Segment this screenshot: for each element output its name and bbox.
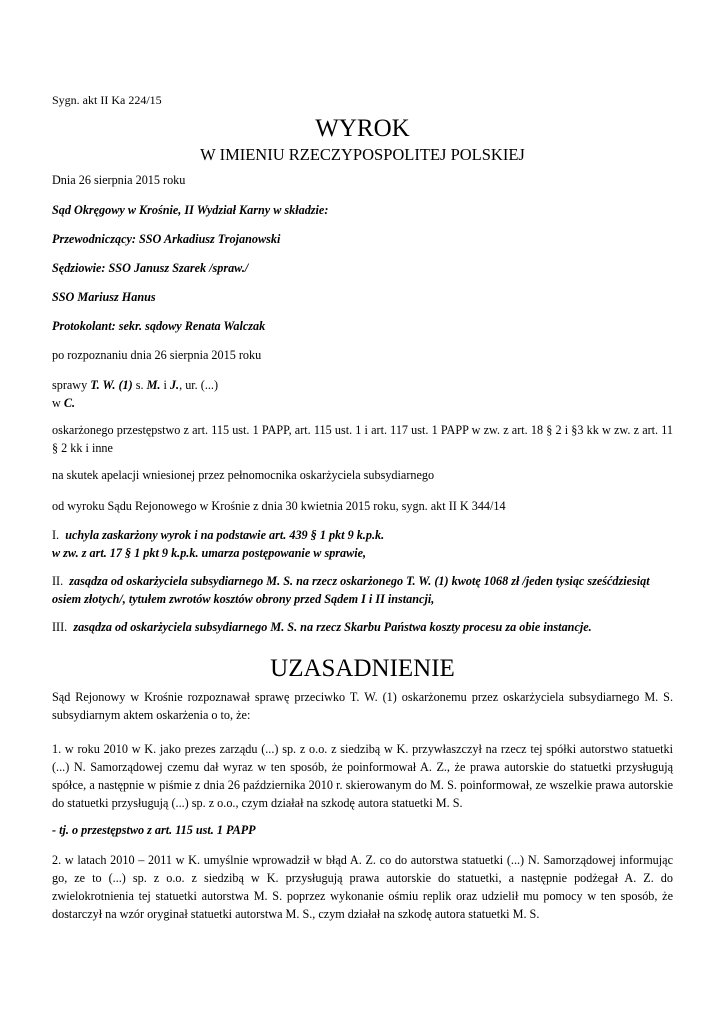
appeal-info: na skutek apelacji wniesionej przez pełnomocnika oskarżyciela subsydiarnego (52, 468, 435, 482)
appealed-judgment: od wyroku Sądu Rejonowego w Krośnie z dnia 30 kwietnia 2015 roku, sygn. akt II K 344/14 (52, 499, 506, 513)
document-subtitle: W IMIENIU RZECZYPOSPOLITEJ POLSKIEJ (200, 145, 525, 164)
ruling-3: III. zasądza od oskarżyciela subsydiarnego M. S. na rzecz Skarbu Państwa koszty procesu za obie instancje. (52, 620, 592, 634)
reasons-heading: UZASADNIENIE (270, 655, 455, 682)
judges: Sędziowie: SSO Janusz Szarek /spraw./ (52, 261, 249, 275)
court-composition: Sąd Okręgowy w Krośnie, II Wydział Karny w składzie: (52, 203, 329, 217)
reasons-point-1: 1. w roku 2010 w K. jako prezes zarządu (...) sp. z o.o. z siedzibą w K. przywłaszczył na rzecz tej spółki autorstwo statuetki (...) N. Samorządowej czemu dał wyraz w ten sposób, że poinformował A. Z., że prawa autorskie do statuetki przysługują spółce, a następnie w piśmie z dnia 26 października 2010 r. skierowanym do M. S. poinformował, ze wszelkie prawa autorskie do statuetki przysługują (...) sp. z o.o., czym działał na szkodę autora statuetki M. S. (52, 742, 673, 810)
charges: oskarżonego przestępstwo z art. 115 ust. 1 PAPP, art. 115 ust. 1 i art. 117 ust. 1 PAPP w zw. z art. 18 § 2 i §3 kk w zw. z art. 11 § 2 kk i inne (52, 423, 673, 455)
case-signature: Sygn. akt II Ka 224/15 (52, 93, 162, 107)
date-line: Dnia 26 sierpnia 2015 roku (52, 173, 186, 187)
reasons-point-2: 2. w latach 2010 – 2011 w K. umyślnie wprowadził w błąd A. Z. co do autorstwa statuetki (...) N. Samorządowej informując go, ze to (...) sp. z o.o. z siedzibą w K. przysługują prawa autorskie do statuetki, a następnie podżegał A. Z. do zwielokrotnienia tej statuetki autorstwa M. S. poprzez wykonanie ośmiu replik oraz udzielił mu pomocy w ten sposób, że dostarczył na wzór oryginał statuetki autorstwa M. S., czym działał na szkodę autora statuetki M. S. (52, 853, 673, 921)
ruling-1: I. uchyla zaskarżony wyrok i na podstawie art. 439 § 1 pkt 9 k.p.k. w zw. z art. 17 § 1 pkt 9 k.p.k. umarza postępowanie w sprawie, (52, 528, 385, 560)
presiding-judge: Przewodniczący: SSO Arkadiusz Trojanowski (52, 232, 281, 246)
legal-qualification-1: - tj. o przestępstwo z art. 115 ust. 1 PAPP (52, 823, 256, 837)
judge-second: SSO Mariusz Hanus (52, 290, 156, 304)
document-title: WYROK (315, 115, 410, 142)
court-clerk: Protokolant: sekr. sądowy Renata Walczak (52, 319, 266, 333)
case-parties: sprawy T. W. (1) s. M. i J., ur. (...) w C. (52, 378, 219, 410)
ruling-2: II. zasądza od oskarżyciela subsydiarnego M. S. na rzecz oskarżonego T. W. (1) kwotę 1068 zł /jeden tysiąc sześćdziesiąt osiem złotych/, tytułem zwrotów kosztów obrony przed Sądem I i II instancji, (52, 574, 650, 606)
hearing-date: po rozpoznaniu dnia 26 sierpnia 2015 roku (52, 348, 262, 362)
reasons-intro: Sąd Rejonowy w Krośnie rozpoznawał sprawę przeciwko T. W. (1) oskarżonemu przez oskarżyciela subsydiarnego M. S. subsydiarnym aktem oskarżenia o to, że: (52, 690, 673, 722)
